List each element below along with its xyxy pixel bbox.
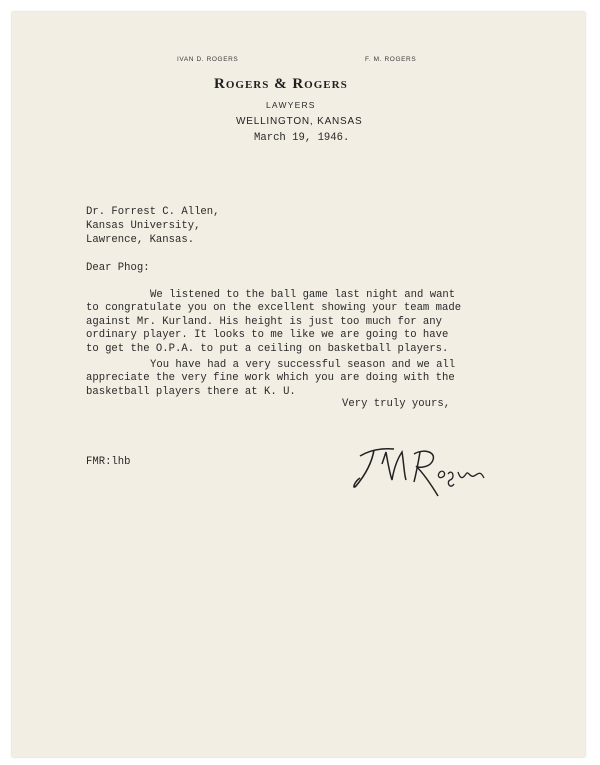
letter-page	[12, 12, 585, 757]
partner-right-name: F. M. ROGERS	[365, 56, 417, 63]
profession-label: LAWYERS	[266, 100, 316, 110]
partner-left-name: IVAN D. ROGERS	[177, 56, 239, 63]
firm-name: Rogers & Rogers	[214, 76, 348, 92]
address-line: Lawrence, Kansas.	[86, 234, 195, 246]
handwritten-signature	[342, 434, 502, 504]
body-paragraph-1: We listened to the ball game last night and want to congratulate you on the excellent showing your team made against Mr. Kurland. His height is just too much for any ordinary player. It looks to me like we are going to have to get the O.P.A. to put a ceiling on basketball players.	[86, 289, 462, 355]
typist-initials: FMR:lhb	[86, 456, 131, 468]
address-line: Dr. Forrest C. Allen,	[86, 206, 220, 218]
closing: Very truly yours,	[342, 398, 451, 410]
letter-date: March 19, 1946.	[254, 132, 350, 144]
recipient-address	[86, 205, 220, 247]
salutation: Dear Phog:	[86, 262, 150, 274]
body-paragraph-2: You have had a very successful season and we all appreciate the very fine work which you are doing with the basketball players there at K. U.	[86, 359, 456, 398]
city-label: WELLINGTON, KANSAS	[236, 116, 363, 127]
address-line: Kansas University,	[86, 220, 201, 232]
